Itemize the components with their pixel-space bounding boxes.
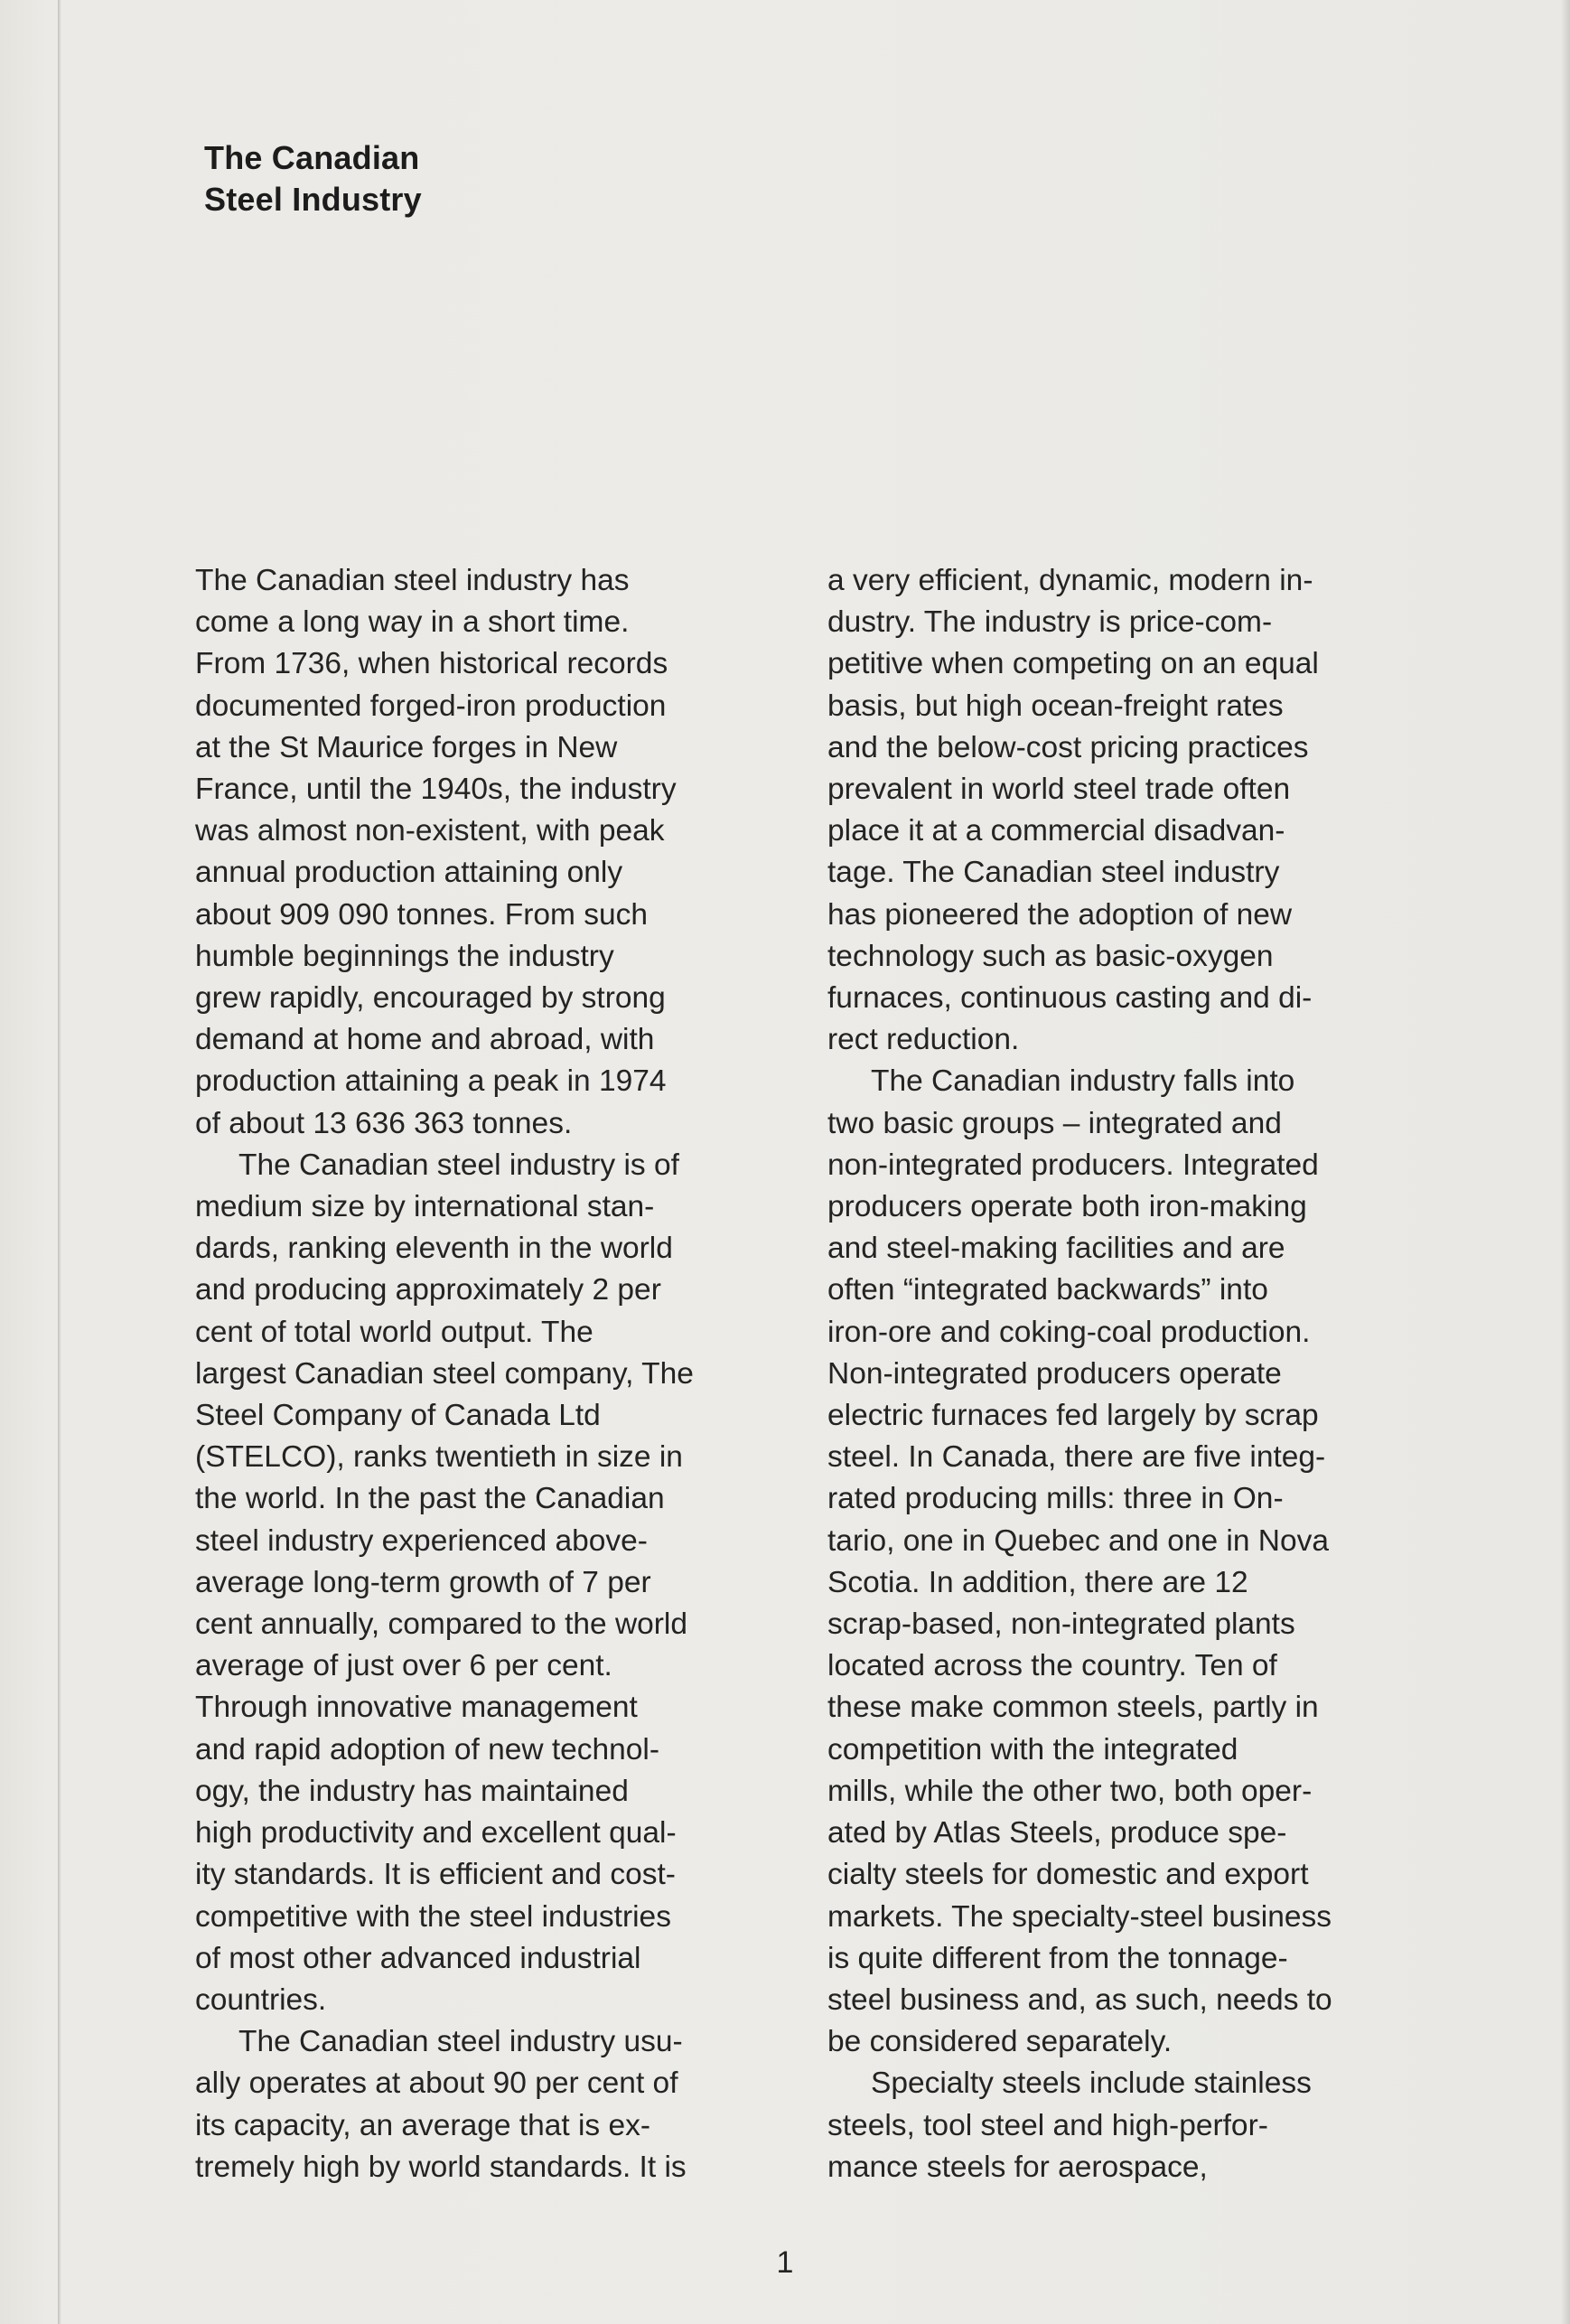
- page-title: [204, 137, 422, 220]
- page-number: 1: [776, 2245, 794, 2280]
- title-line-2: Steel Industry: [204, 181, 422, 218]
- title-line-1: The Canadian: [204, 139, 420, 176]
- paragraph: a very efficient, dynamic, modern in- dustry. The industry is price-com- petitive when competing on an equal basis, but high ocean-freight rates and the below-cost pricing practices prevalent in world steel trade often place it at a commercial disadvan- tage. The Canadian steel industry has pioneered the adoption of new technology such as basic-oxygen furnaces, continuous casting and di- rect reduction.: [827, 564, 1319, 1057]
- binding-edge: [58, 0, 61, 2324]
- right-text-column: [827, 560, 1442, 2188]
- paragraph: The Canadian industry falls into two basic groups – integrated and non-integrated producers. Integrated producers operate both iron-making and steel-making facilities and are often “integrated backwards” into iron-ore and coking-coal production. Non-integrated producers operate electric furnaces fed largely by scrap steel. In Canada, there are five integ- rated producing mills: three in On- tario, one in Quebec and one in Nova Scotia. In addition, there are 12 scrap-based, non-integrated plants located across the country. Ten of these make common steels, partly in competition with the integrated mills, while the other two, both oper- ated by Atlas Steels, produce spe- cialty steels for domestic and export markets. The specialty-steel business is quite different from the tonnage- steel business and, as such, needs to be considered separately.: [827, 1064, 1332, 2059]
- paragraph: The Canadian steel industry has come a long way in a short time. From 1736, when historical records documented forged-iron production at the St Maurice forges in New France, until the 1940s, the industry was almost non-existent, with peak annual production attaining only about 909 090 tonnes. From such humble beginnings the industry grew rapidly, encouraged by strong demand at home and abroad, with production attaining a peak in 1974 of about 13 636 363 tonnes.: [195, 564, 677, 1140]
- left-text-column: [195, 560, 791, 2188]
- paragraph: The Canadian steel industry is of medium size by international stan- dards, ranking eleventh in the world and producing approximately 2 per cent of total world output. The largest Canadian steel company, The Steel Company of Canada Ltd (STELCO), ranks twentieth in size in the world. In the past the Canadian steel industry experienced above- average long-term growth of 7 per cent annually, compared to the world average of just over 6 per cent. Through innovative management and rapid adoption of new technol- ogy, the industry has maintained high productivity and excellent qual- ity standards. It is efficient and cost- competitive with the steel industries of most other advanced industrial countries.: [195, 1148, 694, 2017]
- paragraph: Specialty steels include stainless steels, tool steel and high-perfor- mance steels for aerospace,: [827, 2066, 1312, 2184]
- paragraph: The Canadian steel industry usu- ally operates at about 90 per cent of its capacity, an average that is ex- tremely high by world standards. It is: [195, 2025, 687, 2184]
- page-shadow: [1561, 0, 1570, 2324]
